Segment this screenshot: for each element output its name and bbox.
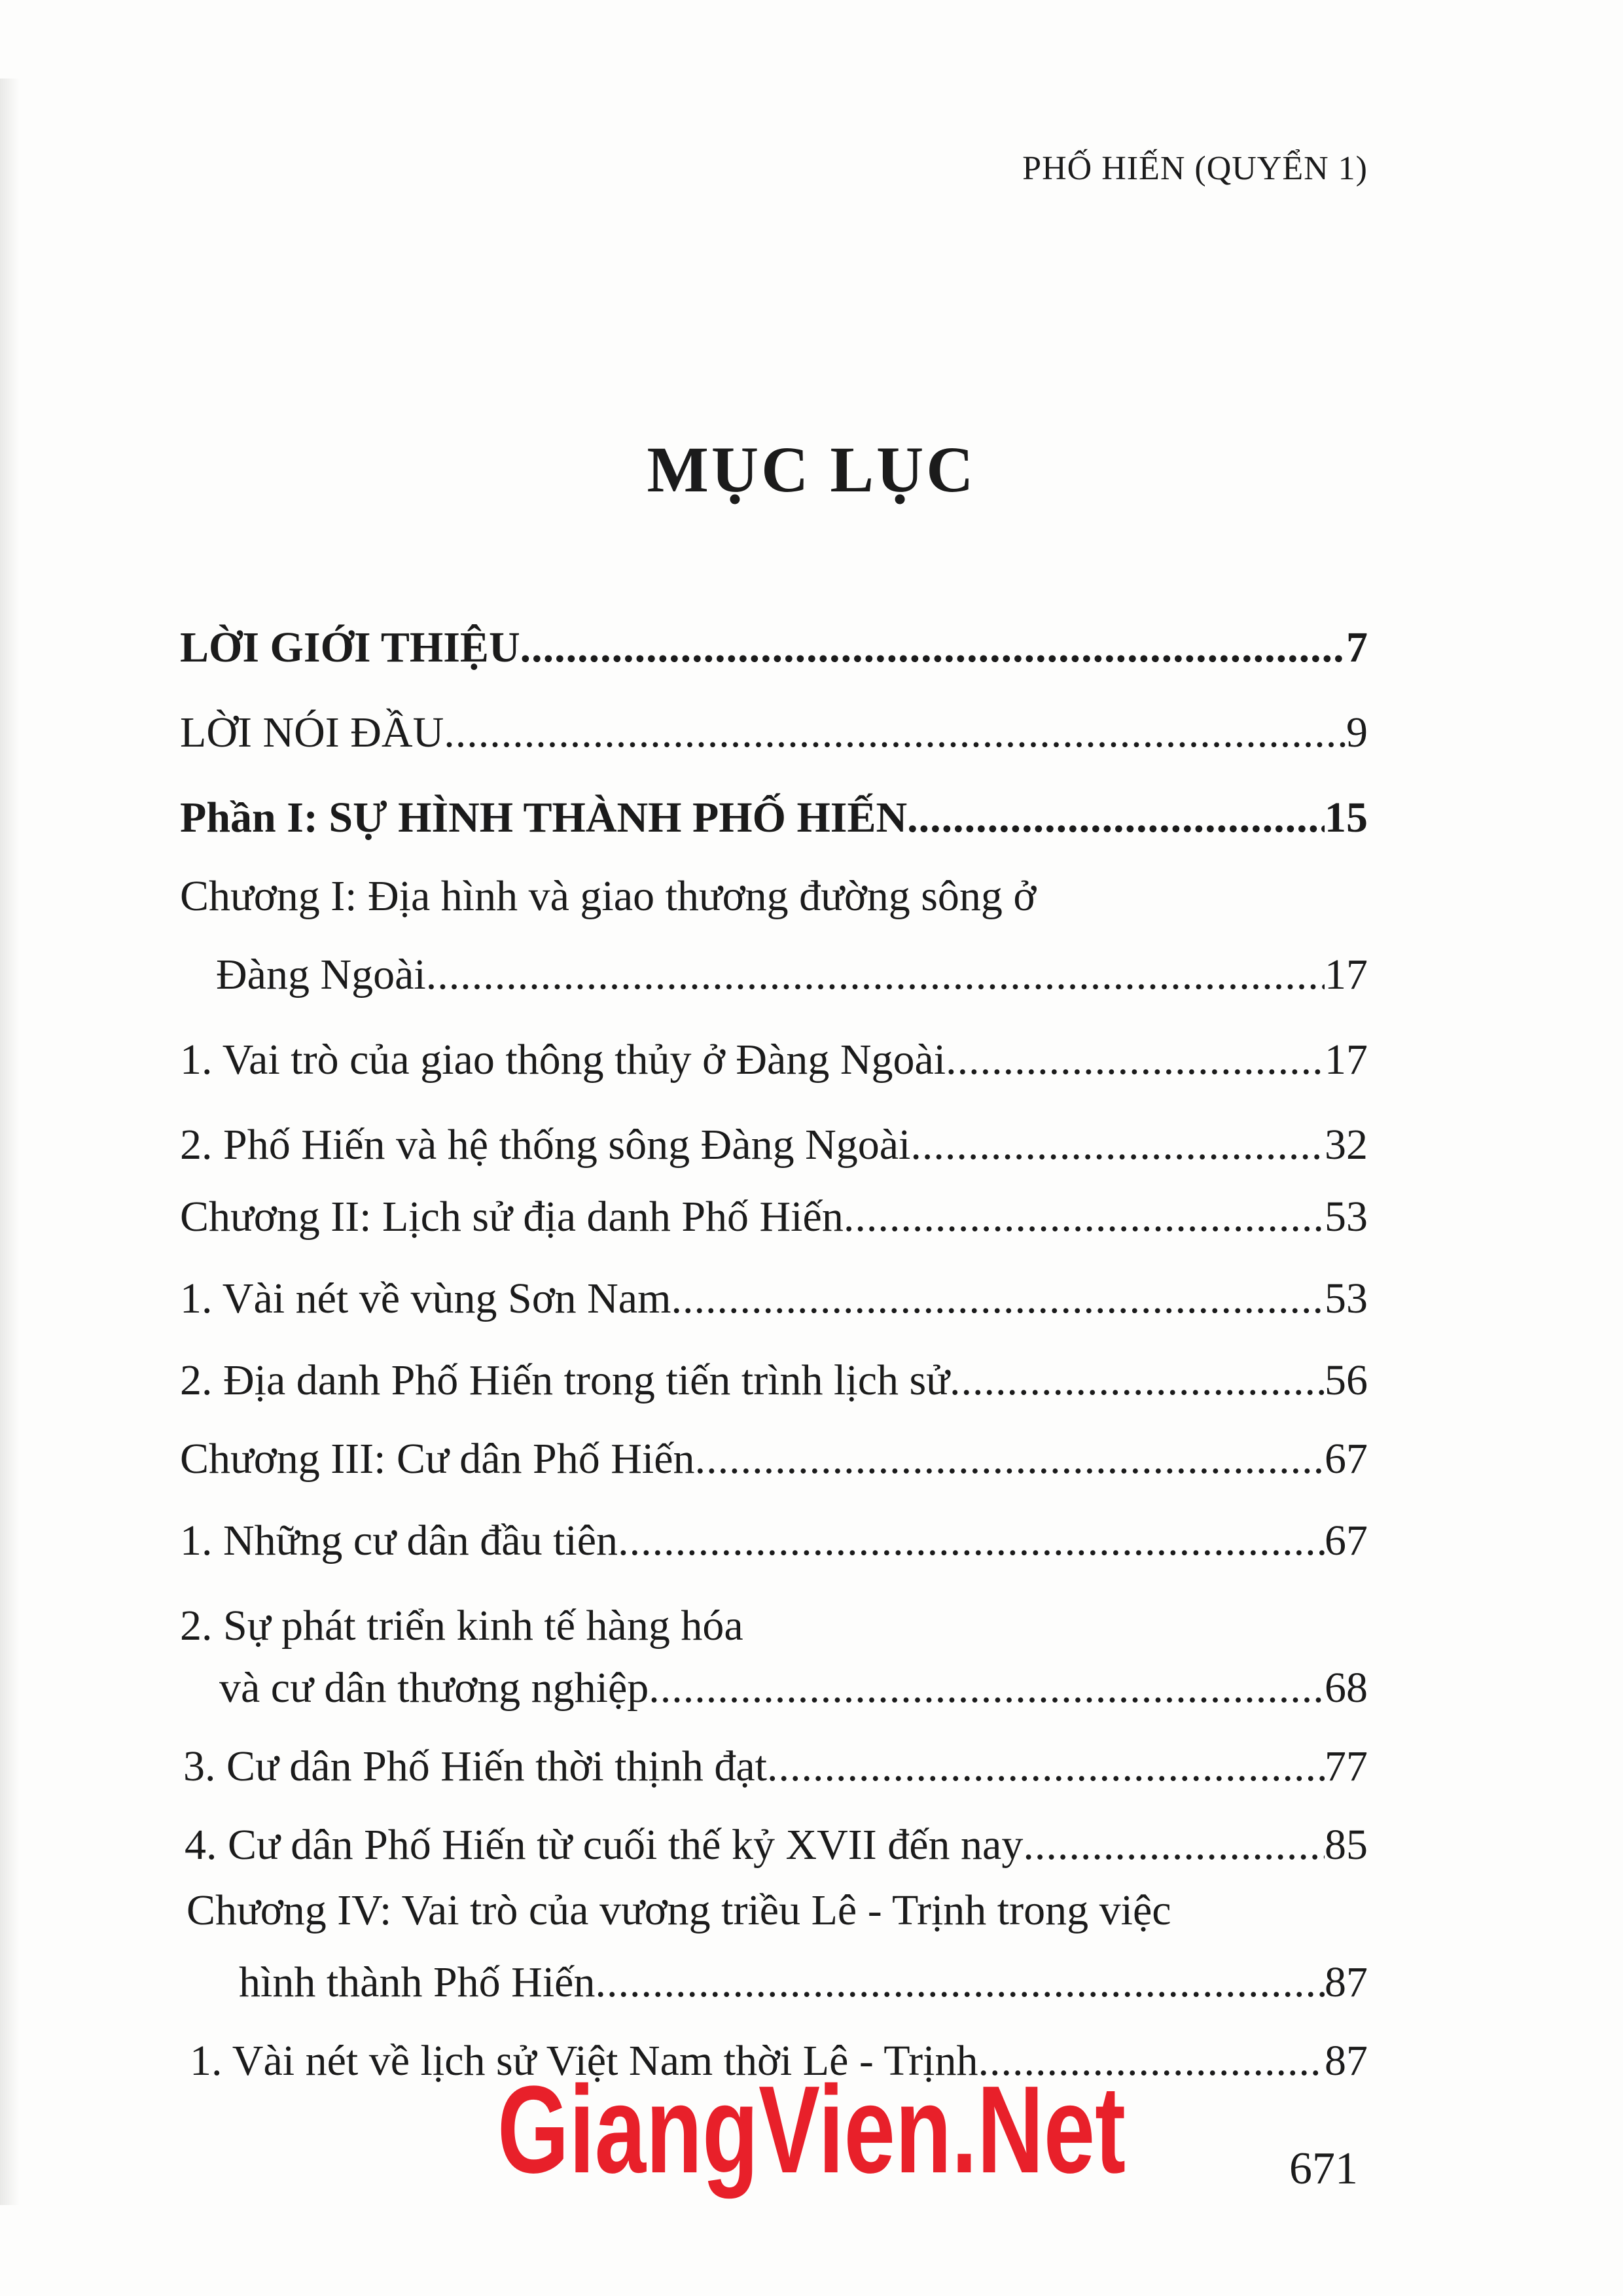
watermark-text: GiangVien.Net <box>497 2064 1126 2199</box>
toc-entry <box>180 792 1368 844</box>
toc-entry <box>216 949 1368 1001</box>
page-title: MỤC LỤC <box>647 433 976 506</box>
toc-leader-dots <box>950 1354 1325 1407</box>
toc-entry <box>180 1034 1368 1086</box>
toc-entry-label: và cư dân thương nghiệp <box>219 1664 649 1712</box>
toc-leader-dots <box>426 949 1325 1001</box>
toc-entry-label-line1: Chương IV: Vai trò của vương triều Lê - Trịnh trong việc <box>187 1886 1171 1934</box>
toc-entry-label: 3. Cư dân Phố Hiến thời thịnh đạt <box>183 1742 767 1790</box>
toc-leader-dots <box>444 707 1346 759</box>
toc-entry <box>180 1354 1368 1407</box>
toc-leader-dots <box>1023 1819 1325 1871</box>
toc-entry-page: 7 <box>1346 624 1368 671</box>
toc-entry <box>180 622 1368 674</box>
toc-leader-dots <box>671 1273 1325 1325</box>
toc-entry <box>219 1662 1368 1714</box>
toc-entry <box>183 1740 1368 1793</box>
toc-entry-page: 77 <box>1325 1742 1368 1790</box>
toc-entry-label-line1: 2. Sự phát triển kinh tế hàng hóa <box>180 1602 743 1650</box>
toc-entry-label: 1. Vai trò của giao thông thủy ở Đàng Ngoài <box>180 1036 946 1084</box>
toc-leader-dots <box>595 1956 1325 2009</box>
toc-entry <box>180 1433 1368 1485</box>
toc-entry-page: 67 <box>1325 1517 1368 1564</box>
page-number: 671 <box>1289 2144 1358 2194</box>
toc-entry-page: 53 <box>1325 1275 1368 1322</box>
toc-entry <box>180 1273 1368 1325</box>
toc-leader-dots <box>907 792 1325 844</box>
toc-entry-label: 4. Cư dân Phố Hiến từ cuối thế kỷ XVII đến nay <box>185 1821 1024 1869</box>
toc-entry-label: Chương II: Lịch sử địa danh Phố Hiến <box>180 1193 844 1241</box>
toc-entry <box>180 1119 1368 1171</box>
toc-entry-label: 2. Địa danh Phố Hiến trong tiến trình lịch sử <box>180 1356 950 1404</box>
toc-entry-label: 1. Vài nét về vùng Sơn Nam <box>180 1275 671 1322</box>
toc-leader-dots <box>946 1034 1325 1086</box>
toc-entry-page: 87 <box>1325 1958 1368 2006</box>
toc-entry-label: 1. Vài nét về lịch sử Việt Nam thời Lê - Trịnh <box>190 2037 978 2085</box>
toc-entry <box>180 1515 1368 1567</box>
toc-entry-label: Phần I: SỰ HÌNH THÀNH PHỐ HIẾN <box>180 794 908 841</box>
toc-leader-dots <box>649 1662 1325 1714</box>
toc-leader-dots <box>618 1515 1325 1567</box>
toc-leader-dots <box>520 622 1346 674</box>
toc-entry-page: 87 <box>1325 2037 1368 2085</box>
toc-entry-label-line1: Chương I: Địa hình và giao thương đường sông ở <box>180 872 1037 920</box>
toc-entry-page: 68 <box>1325 1664 1368 1712</box>
toc-entry-label: Chương III: Cư dân Phố Hiến <box>180 1435 695 1483</box>
toc-entry-label: hình thành Phố Hiến <box>239 1958 596 2006</box>
toc-entry-page: 56 <box>1325 1356 1368 1404</box>
toc-entry-page: 85 <box>1325 1821 1368 1869</box>
toc-entry-page: 32 <box>1325 1121 1368 1169</box>
toc-entry-label: Đàng Ngoài <box>216 951 426 998</box>
toc-entry-page: 17 <box>1325 1036 1368 1084</box>
running-head: PHỐ HIẾN (QUYỂN 1) <box>1022 150 1368 187</box>
toc-entry-page: 53 <box>1325 1193 1368 1241</box>
toc-entry-label: 2. Phố Hiến và hệ thống sông Đàng Ngoài <box>180 1121 911 1169</box>
toc-leader-dots <box>695 1433 1325 1485</box>
toc-entry-page: 9 <box>1346 709 1368 756</box>
toc-entry-label: LỜI NÓI ĐẦU <box>180 709 444 756</box>
toc-leader-dots <box>767 1740 1325 1793</box>
toc-entry-page: 67 <box>1325 1435 1368 1483</box>
toc-entry <box>180 1191 1368 1243</box>
toc-entry <box>180 707 1368 759</box>
toc-entry <box>239 1956 1368 2009</box>
toc-leader-dots <box>910 1119 1325 1171</box>
toc-entry <box>185 1819 1368 1871</box>
toc-entry-page: 17 <box>1325 951 1368 998</box>
toc-entry-label: LỜI GIỚI THIỆU <box>180 624 520 671</box>
toc-entry-page: 15 <box>1325 794 1368 841</box>
watermark-logo <box>484 2064 1139 2202</box>
toc-leader-dots <box>844 1191 1325 1243</box>
toc-entry-label: 1. Những cư dân đầu tiên <box>180 1517 618 1564</box>
